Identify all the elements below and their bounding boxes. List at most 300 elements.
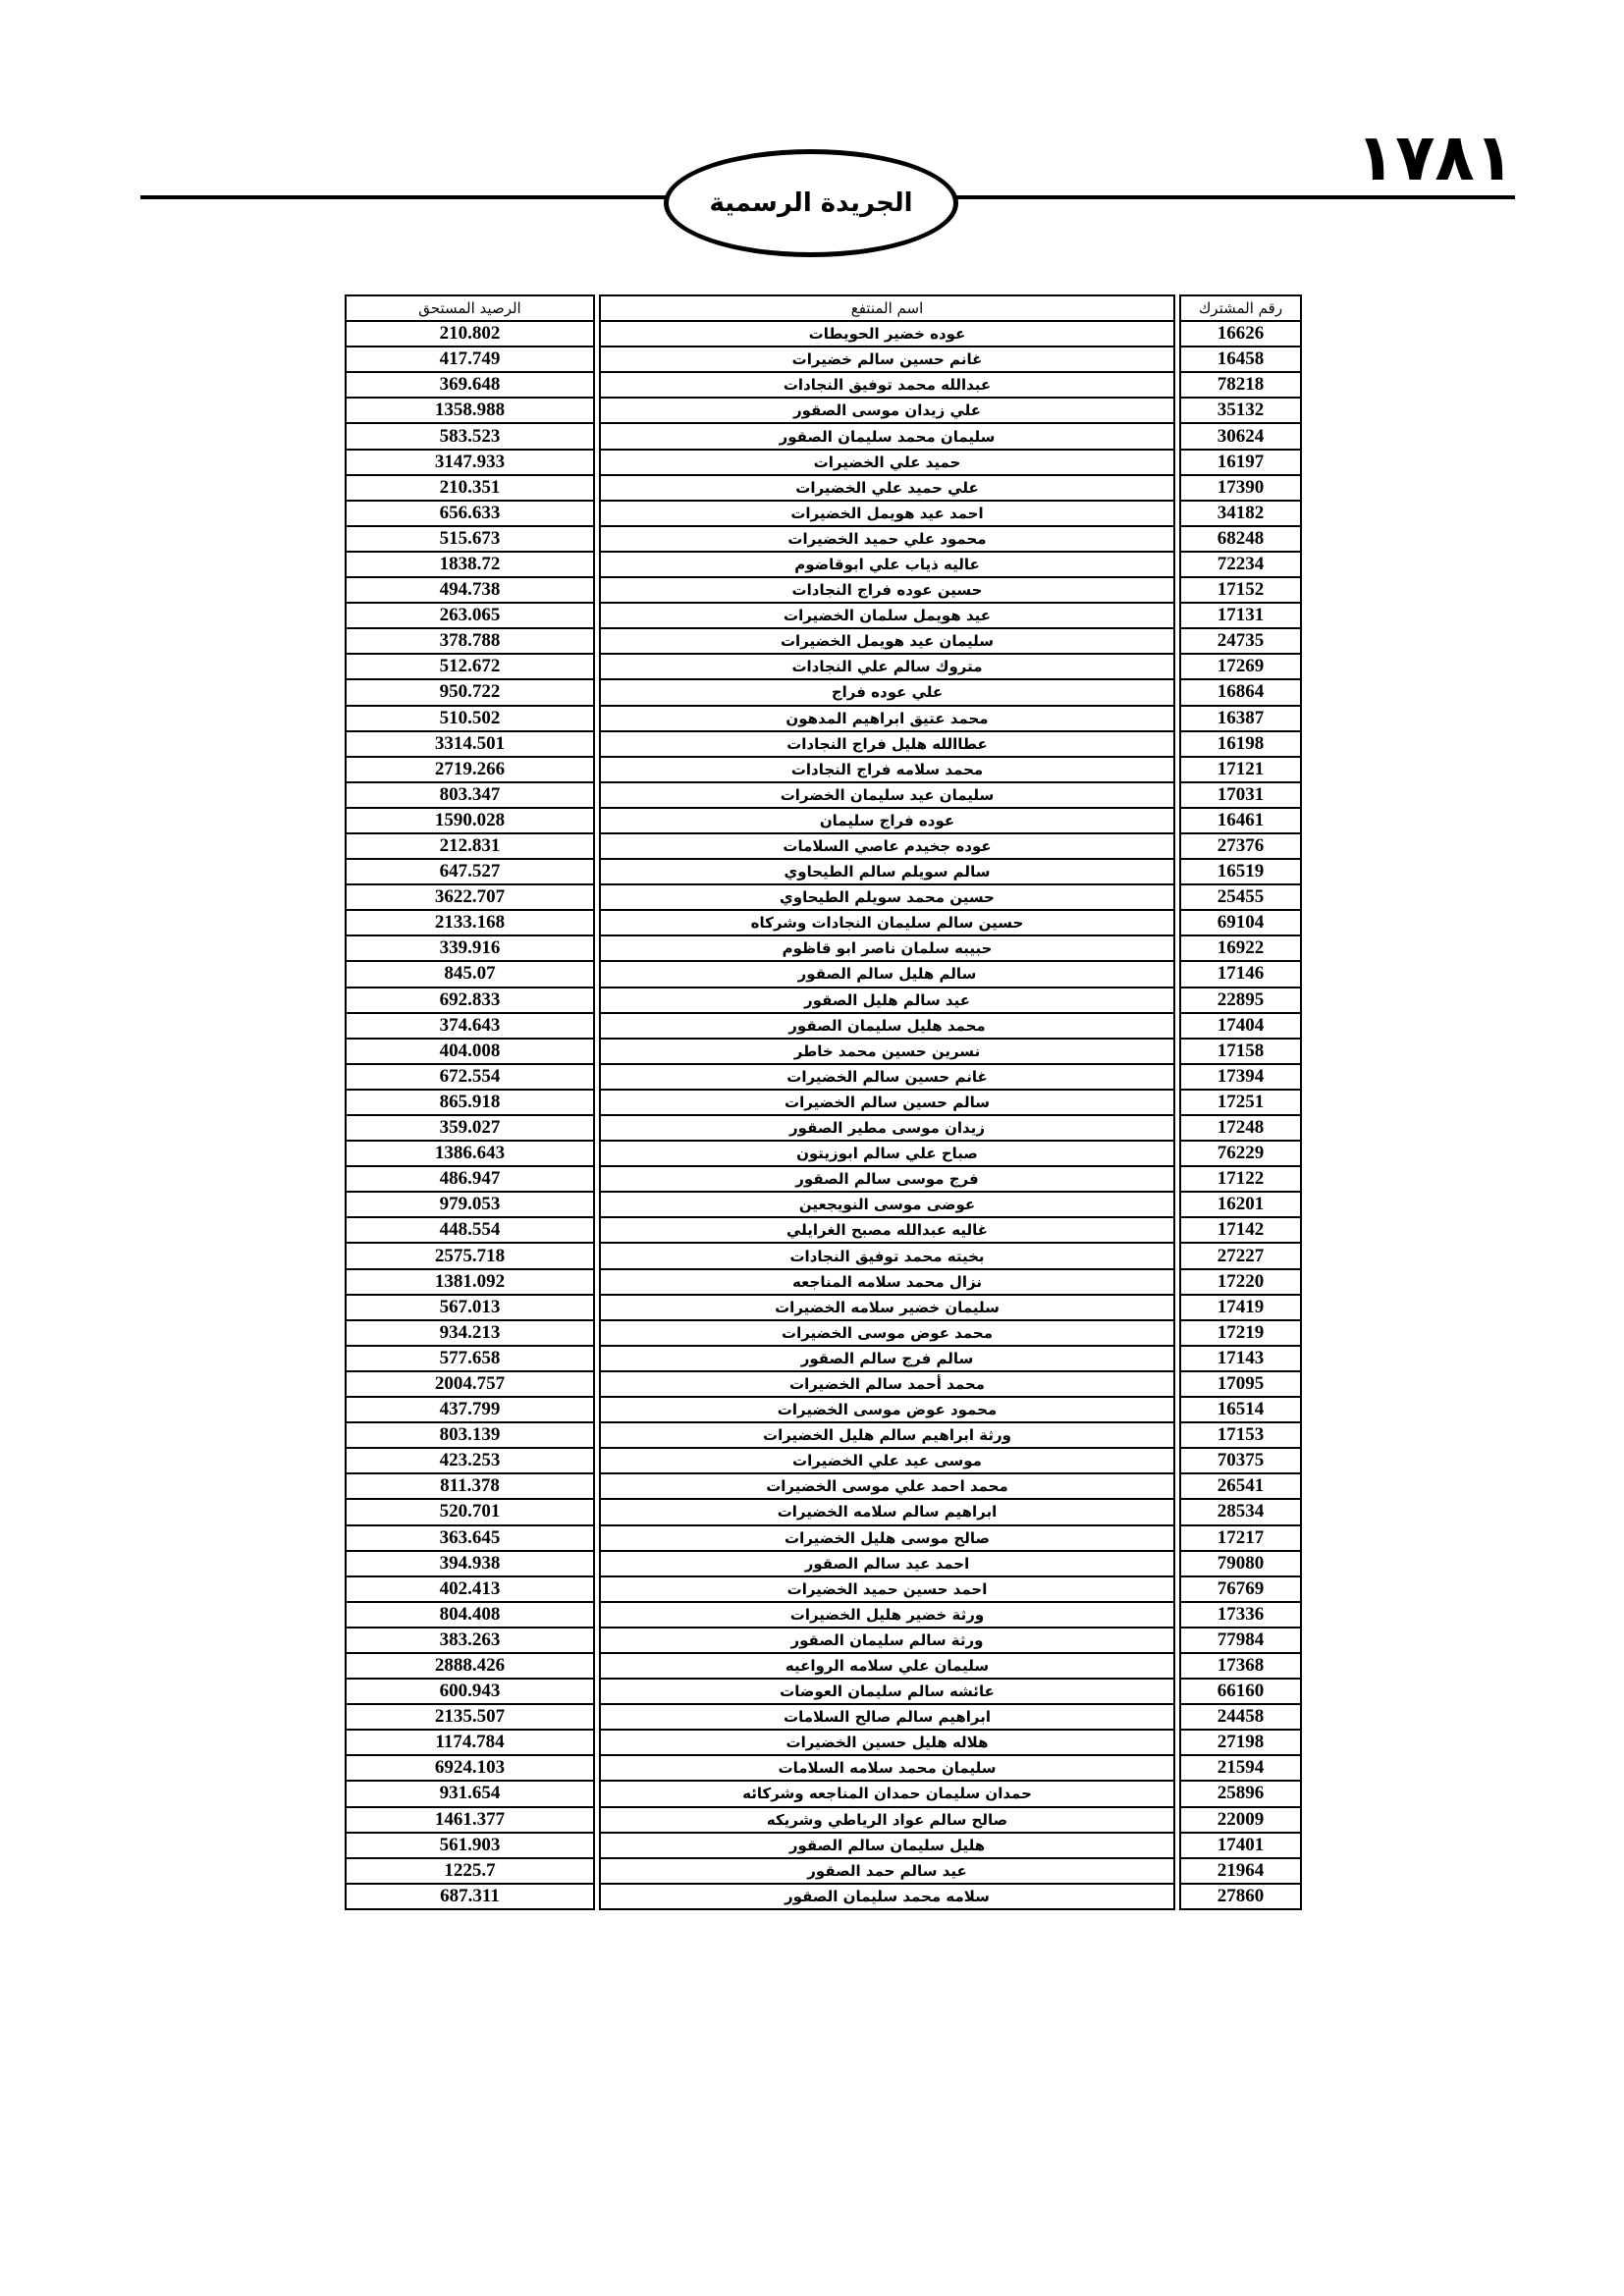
beneficiary-name-cell: غاليه عبدالله مصبح الغرايلي	[600, 1217, 1174, 1243]
column-gap	[1174, 295, 1180, 321]
beneficiary-name-cell: عبدالله محمد توفيق النجادات	[600, 372, 1174, 398]
column-gap	[1174, 1217, 1180, 1243]
table-row	[346, 577, 1301, 603]
column-gap	[594, 1755, 600, 1781]
beneficiary-name-cell: سالم حسين سالم الخضيرات	[600, 1090, 1174, 1115]
table-row	[346, 1090, 1301, 1115]
table-row	[346, 884, 1301, 910]
balance-due-cell: 359.027	[346, 1115, 594, 1141]
balance-due-cell: 210.351	[346, 475, 594, 501]
column-gap	[594, 1833, 600, 1858]
balance-due-cell: 1225.7	[346, 1858, 594, 1884]
balance-due-cell: 1386.643	[346, 1141, 594, 1166]
column-gap	[594, 1371, 600, 1397]
column-gap	[1174, 1141, 1180, 1166]
balance-due-cell: 979.053	[346, 1192, 594, 1217]
subscriber-no-cell: 17158	[1180, 1039, 1301, 1064]
column-gap	[1174, 654, 1180, 679]
table-row	[346, 1499, 1301, 1524]
table-row	[346, 321, 1301, 347]
beneficiary-name-cell: حبيبه سلمان ناصر ابو قاظوم	[600, 935, 1174, 961]
beneficiary-name-cell: صباح علي سالم ابوزيتون	[600, 1141, 1174, 1166]
column-gap	[1174, 1166, 1180, 1192]
table-row	[346, 808, 1301, 833]
subscriber-no-cell: 16461	[1180, 808, 1301, 833]
column-gap	[594, 988, 600, 1013]
table-row	[346, 450, 1301, 475]
column-gap	[594, 1115, 600, 1141]
balance-due-cell: 520.701	[346, 1499, 594, 1524]
table-row	[346, 1448, 1301, 1473]
column-gap	[594, 1781, 600, 1806]
beneficiary-name-cell: احمد حسين حميد الخضيرات	[600, 1576, 1174, 1602]
column-gap	[594, 1141, 600, 1166]
beneficiary-name-cell: حسين محمد سويلم الطيحاوي	[600, 884, 1174, 910]
balance-due-cell: 804.408	[346, 1602, 594, 1628]
table-row	[346, 1269, 1301, 1295]
balance-due-cell: 647.527	[346, 859, 594, 884]
column-gap	[1174, 1013, 1180, 1039]
balance-due-cell: 2133.168	[346, 910, 594, 935]
column-gap	[1174, 1269, 1180, 1295]
column-gap	[594, 552, 600, 577]
column-gap	[594, 398, 600, 423]
balance-due-cell: 378.788	[346, 628, 594, 654]
beneficiary-name-cell: سليمان عيد هويمل الخضيرات	[600, 628, 1174, 654]
beneficiary-name-cell: محمد احمد علي موسى الخضيرات	[600, 1473, 1174, 1499]
beneficiary-name-cell: سليمان علي سلامه الرواعيه	[600, 1653, 1174, 1679]
table-row	[346, 603, 1301, 628]
table-row	[346, 1730, 1301, 1755]
beneficiary-name-cell: محمود عوض موسى الخضيرات	[600, 1397, 1174, 1422]
subscriber-no-cell: 28534	[1180, 1499, 1301, 1524]
column-gap	[1174, 552, 1180, 577]
column-gap	[1174, 782, 1180, 808]
table-row	[346, 910, 1301, 935]
subscriber-no-cell: 22895	[1180, 988, 1301, 1013]
table-row	[346, 1473, 1301, 1499]
subscriber-no-cell: 17336	[1180, 1602, 1301, 1628]
column-gap	[1174, 1525, 1180, 1551]
column-gap	[1174, 1499, 1180, 1524]
column-gap	[1174, 321, 1180, 347]
table-row	[346, 1039, 1301, 1064]
subscriber-no-cell: 25896	[1180, 1781, 1301, 1806]
subscriber-no-cell: 17401	[1180, 1833, 1301, 1858]
column-gap	[1174, 1679, 1180, 1704]
subscriber-no-cell: 16922	[1180, 935, 1301, 961]
table-row	[346, 1320, 1301, 1346]
column-gap	[594, 1166, 600, 1192]
balance-due-cell: 2575.718	[346, 1243, 594, 1268]
balance-due-cell: 1381.092	[346, 1269, 594, 1295]
column-gap	[1174, 1192, 1180, 1217]
beneficiary-name-cell: غانم حسين سالم خضيرات	[600, 347, 1174, 372]
column-header-beneficiary-name: اسم المنتفع	[600, 295, 1174, 321]
subscriber-no-cell: 76229	[1180, 1141, 1301, 1166]
subscriber-no-cell: 17404	[1180, 1013, 1301, 1039]
balance-due-cell: 687.311	[346, 1884, 594, 1909]
column-gap	[594, 501, 600, 526]
beneficiary-name-cell: حسين عوده فراج النجادات	[600, 577, 1174, 603]
column-gap	[1174, 961, 1180, 987]
table-row	[346, 1346, 1301, 1371]
balance-due-cell: 803.347	[346, 782, 594, 808]
table-row	[346, 1141, 1301, 1166]
beneficiary-name-cell: سالم فرج سالم الصقور	[600, 1346, 1174, 1371]
subscriber-no-cell: 16197	[1180, 450, 1301, 475]
column-gap	[1174, 679, 1180, 705]
column-gap	[1174, 1653, 1180, 1679]
beneficiary-name-cell: بخيته محمد توفيق النجادات	[600, 1243, 1174, 1268]
table-row	[346, 1217, 1301, 1243]
balance-due-cell: 803.139	[346, 1422, 594, 1448]
column-gap	[594, 961, 600, 987]
column-gap	[1174, 1551, 1180, 1576]
balance-due-cell: 383.263	[346, 1628, 594, 1653]
column-gap	[1174, 988, 1180, 1013]
beneficiary-name-cell: عيد هويمل سلمان الخضيرات	[600, 603, 1174, 628]
balance-due-cell: 210.802	[346, 321, 594, 347]
table-row	[346, 1422, 1301, 1448]
subscriber-no-cell: 16626	[1180, 321, 1301, 347]
balance-due-cell: 561.903	[346, 1833, 594, 1858]
table-row	[346, 1807, 1301, 1833]
subscriber-no-cell: 24735	[1180, 628, 1301, 654]
balance-due-cell: 600.943	[346, 1679, 594, 1704]
column-gap	[1174, 1576, 1180, 1602]
subscriber-no-cell: 17142	[1180, 1217, 1301, 1243]
table-header-row	[346, 295, 1301, 321]
table-row	[346, 1704, 1301, 1730]
balance-due-cell: 2888.426	[346, 1653, 594, 1679]
beneficiary-name-cell: ورثة خضير هليل الخضيرات	[600, 1602, 1174, 1628]
beneficiary-name-cell: علي حميد علي الخضيرات	[600, 475, 1174, 501]
table-row	[346, 1755, 1301, 1781]
balance-due-cell: 494.738	[346, 577, 594, 603]
table-row	[346, 1884, 1301, 1909]
balance-due-cell: 656.633	[346, 501, 594, 526]
column-gap	[1174, 1781, 1180, 1806]
column-gap	[594, 372, 600, 398]
balance-due-cell: 512.672	[346, 654, 594, 679]
column-gap	[594, 1602, 600, 1628]
column-gap	[1174, 757, 1180, 782]
beneficiary-name-cell: عطاالله هليل فراج النجادات	[600, 731, 1174, 757]
subscriber-no-cell: 17219	[1180, 1320, 1301, 1346]
subscriber-no-cell: 25455	[1180, 884, 1301, 910]
column-gap	[1174, 603, 1180, 628]
table-row	[346, 628, 1301, 654]
column-gap	[1174, 1371, 1180, 1397]
table-row	[346, 1628, 1301, 1653]
column-gap	[1174, 859, 1180, 884]
column-gap	[594, 475, 600, 501]
table-row	[346, 1371, 1301, 1397]
column-gap	[594, 706, 600, 731]
table-row	[346, 475, 1301, 501]
table-row	[346, 1653, 1301, 1679]
column-gap	[1174, 935, 1180, 961]
subscriber-no-cell: 77984	[1180, 1628, 1301, 1653]
column-gap	[1174, 628, 1180, 654]
subscriber-no-cell: 26541	[1180, 1473, 1301, 1499]
column-gap	[1174, 501, 1180, 526]
beneficiary-name-cell: عوضى موسى النويجعين	[600, 1192, 1174, 1217]
table-row	[346, 988, 1301, 1013]
balance-due-cell: 515.673	[346, 526, 594, 552]
beneficiary-name-cell: علي عوده فراج	[600, 679, 1174, 705]
table-row	[346, 859, 1301, 884]
gazette-title: الجريدة الرسمية	[709, 188, 913, 218]
balance-due-cell: 583.523	[346, 423, 594, 449]
subscriber-no-cell: 17153	[1180, 1422, 1301, 1448]
balance-due-cell: 404.008	[346, 1039, 594, 1064]
column-gap	[1174, 1115, 1180, 1141]
table-row	[346, 1576, 1301, 1602]
column-gap	[594, 450, 600, 475]
table-row	[346, 552, 1301, 577]
balance-due-cell: 1838.72	[346, 552, 594, 577]
subscriber-no-cell: 17269	[1180, 654, 1301, 679]
subscriber-no-cell: 66160	[1180, 1679, 1301, 1704]
balance-due-cell: 486.947	[346, 1166, 594, 1192]
beneficiary-name-cell: نزال محمد سلامه المناجعه	[600, 1269, 1174, 1295]
beneficiary-name-cell: نسرين حسين محمد خاطر	[600, 1039, 1174, 1064]
table-row	[346, 731, 1301, 757]
beneficiary-name-cell: حميد علي الخضيرات	[600, 450, 1174, 475]
column-gap	[1174, 577, 1180, 603]
column-gap	[594, 1858, 600, 1884]
column-gap	[594, 782, 600, 808]
subscriber-no-cell: 27198	[1180, 1730, 1301, 1755]
table-row	[346, 1397, 1301, 1422]
beneficiary-name-cell: سليمان محمد سليمان الصقور	[600, 423, 1174, 449]
column-gap	[1174, 1448, 1180, 1473]
column-gap	[1174, 884, 1180, 910]
column-gap	[1174, 910, 1180, 935]
column-gap	[594, 1704, 600, 1730]
column-gap	[594, 1013, 600, 1039]
page-number: ١٧٨١	[1355, 120, 1514, 195]
beneficiary-name-cell: عوده فراج سليمان	[600, 808, 1174, 833]
column-gap	[1174, 1858, 1180, 1884]
balance-due-cell: 931.654	[346, 1781, 594, 1806]
table-row	[346, 423, 1301, 449]
subscriber-no-cell: 24458	[1180, 1704, 1301, 1730]
column-gap	[1174, 731, 1180, 757]
subscriber-no-cell: 17390	[1180, 475, 1301, 501]
column-gap	[1174, 1704, 1180, 1730]
column-gap	[594, 1217, 600, 1243]
table-row	[346, 706, 1301, 731]
beneficiary-name-cell: سليمان محمد سلامه السلامات	[600, 1755, 1174, 1781]
column-gap	[594, 1448, 600, 1473]
column-gap	[594, 347, 600, 372]
balance-due-cell: 2004.757	[346, 1371, 594, 1397]
column-gap	[1174, 1090, 1180, 1115]
column-gap	[1174, 1628, 1180, 1653]
balances-table-container	[345, 294, 1283, 1910]
table-row	[346, 1679, 1301, 1704]
table-row	[346, 1243, 1301, 1268]
beneficiary-name-cell: سالم هليل سالم الصقور	[600, 961, 1174, 987]
column-gap	[594, 654, 600, 679]
column-gap	[594, 1525, 600, 1551]
beneficiary-name-cell: محمد عوض موسى الخضيرات	[600, 1320, 1174, 1346]
column-gap	[1174, 423, 1180, 449]
subscriber-no-cell: 17146	[1180, 961, 1301, 987]
subscriber-no-cell: 27860	[1180, 1884, 1301, 1909]
beneficiary-name-cell: سالم سويلم سالم الطيحاوي	[600, 859, 1174, 884]
column-gap	[594, 731, 600, 757]
column-gap	[1174, 398, 1180, 423]
balance-due-cell: 934.213	[346, 1320, 594, 1346]
beneficiary-name-cell: عوده خضير الحويطات	[600, 321, 1174, 347]
column-gap	[1174, 833, 1180, 859]
balance-due-cell: 1461.377	[346, 1807, 594, 1833]
table-row	[346, 1833, 1301, 1858]
column-gap	[1174, 526, 1180, 552]
column-gap	[594, 859, 600, 884]
column-gap	[594, 1551, 600, 1576]
column-gap	[594, 1064, 600, 1090]
table-row	[346, 1166, 1301, 1192]
column-gap	[594, 935, 600, 961]
column-gap	[594, 1653, 600, 1679]
table-row	[346, 501, 1301, 526]
balance-due-cell: 1358.988	[346, 398, 594, 423]
balance-due-cell: 845.07	[346, 961, 594, 987]
table-row	[346, 372, 1301, 398]
subscriber-no-cell: 17095	[1180, 1371, 1301, 1397]
balance-due-cell: 369.648	[346, 372, 594, 398]
balance-due-cell: 423.253	[346, 1448, 594, 1473]
subscriber-no-cell: 17131	[1180, 603, 1301, 628]
subscriber-no-cell: 17122	[1180, 1166, 1301, 1192]
column-gap	[1174, 1473, 1180, 1499]
balance-due-cell: 3622.707	[346, 884, 594, 910]
beneficiary-name-cell: ورثة ابراهيم سالم هليل الخضيرات	[600, 1422, 1174, 1448]
beneficiary-name-cell: محمد هليل سليمان الصقور	[600, 1013, 1174, 1039]
beneficiary-name-cell: احمد عيد سالم الصقور	[600, 1551, 1174, 1576]
column-gap	[594, 1320, 600, 1346]
column-gap	[594, 757, 600, 782]
subscriber-no-cell: 17121	[1180, 757, 1301, 782]
beneficiary-name-cell: غانم حسين سالم الخضيرات	[600, 1064, 1174, 1090]
beneficiary-name-cell: فرج موسى سالم الصقور	[600, 1166, 1174, 1192]
balance-due-cell: 212.831	[346, 833, 594, 859]
beneficiary-name-cell: زيدان موسى مطير الصقور	[600, 1115, 1174, 1141]
balance-due-cell: 402.413	[346, 1576, 594, 1602]
beneficiary-name-cell: عيد سالم حمد الصقور	[600, 1858, 1174, 1884]
subscriber-no-cell: 35132	[1180, 398, 1301, 423]
column-gap	[594, 1295, 600, 1320]
table-row	[346, 1192, 1301, 1217]
column-gap	[594, 423, 600, 449]
column-gap	[1174, 1039, 1180, 1064]
balance-due-cell: 363.645	[346, 1525, 594, 1551]
subscriber-no-cell: 16514	[1180, 1397, 1301, 1422]
beneficiary-name-cell: ابراهيم سالم صالح السلامات	[600, 1704, 1174, 1730]
column-gap	[1174, 808, 1180, 833]
subscriber-no-cell: 27376	[1180, 833, 1301, 859]
column-gap	[594, 1397, 600, 1422]
beneficiary-name-cell: محمد سلامه فراج النجادات	[600, 757, 1174, 782]
beneficiary-name-cell: صالح موسى هليل الخضيرات	[600, 1525, 1174, 1551]
subscriber-no-cell: 16387	[1180, 706, 1301, 731]
balance-due-cell: 263.065	[346, 603, 594, 628]
balance-due-cell: 510.502	[346, 706, 594, 731]
balance-due-cell: 1590.028	[346, 808, 594, 833]
column-gap	[1174, 1422, 1180, 1448]
column-gap	[594, 833, 600, 859]
balance-due-cell: 448.554	[346, 1217, 594, 1243]
table-row	[346, 1858, 1301, 1884]
table-row	[346, 347, 1301, 372]
table-row	[346, 1115, 1301, 1141]
balance-due-cell: 577.658	[346, 1346, 594, 1371]
column-gap	[594, 1730, 600, 1755]
column-gap	[594, 1679, 600, 1704]
column-gap	[594, 1473, 600, 1499]
balances-table	[345, 294, 1302, 1910]
subscriber-no-cell: 17248	[1180, 1115, 1301, 1141]
subscriber-no-cell: 76769	[1180, 1576, 1301, 1602]
table-row	[346, 526, 1301, 552]
column-gap	[594, 884, 600, 910]
balance-due-cell: 672.554	[346, 1064, 594, 1090]
balance-due-cell: 3314.501	[346, 731, 594, 757]
column-gap	[594, 679, 600, 705]
beneficiary-name-cell: محمد عتيق ابراهيم المدهون	[600, 706, 1174, 731]
balance-due-cell: 811.378	[346, 1473, 594, 1499]
beneficiary-name-cell: عاليه ذياب علي ابوقاضوم	[600, 552, 1174, 577]
table-row	[346, 833, 1301, 859]
table-row	[346, 1064, 1301, 1090]
balance-due-cell: 2135.507	[346, 1704, 594, 1730]
subscriber-no-cell: 17368	[1180, 1653, 1301, 1679]
table-row	[346, 757, 1301, 782]
subscriber-no-cell: 34182	[1180, 501, 1301, 526]
column-gap	[594, 1499, 600, 1524]
balance-due-cell: 6924.103	[346, 1755, 594, 1781]
column-gap	[1174, 1884, 1180, 1909]
subscriber-no-cell: 16458	[1180, 347, 1301, 372]
beneficiary-name-cell: سليمان عيد سليمان الخضرات	[600, 782, 1174, 808]
subscriber-no-cell: 17419	[1180, 1295, 1301, 1320]
balance-due-cell: 417.749	[346, 347, 594, 372]
subscriber-no-cell: 16519	[1180, 859, 1301, 884]
column-gap	[1174, 450, 1180, 475]
subscriber-no-cell: 17217	[1180, 1525, 1301, 1551]
column-gap	[594, 910, 600, 935]
beneficiary-name-cell: سليمان خضير سلامه الخضيرات	[600, 1295, 1174, 1320]
beneficiary-name-cell: هليل سليمان سالم الصقور	[600, 1833, 1174, 1858]
subscriber-no-cell: 79080	[1180, 1551, 1301, 1576]
column-gap	[594, 1884, 600, 1909]
column-header-subscriber-no: رقم المشترك	[1180, 295, 1301, 321]
column-gap	[594, 1628, 600, 1653]
column-gap	[594, 628, 600, 654]
table-row	[346, 679, 1301, 705]
table-row	[346, 1525, 1301, 1551]
beneficiary-name-cell: حسين سالم سليمان النجادات وشركاه	[600, 910, 1174, 935]
column-header-balance-due: الرصيد المستحق	[346, 295, 594, 321]
beneficiary-name-cell: محمود علي حميد الخضيرات	[600, 526, 1174, 552]
column-gap	[594, 577, 600, 603]
subscriber-no-cell: 22009	[1180, 1807, 1301, 1833]
